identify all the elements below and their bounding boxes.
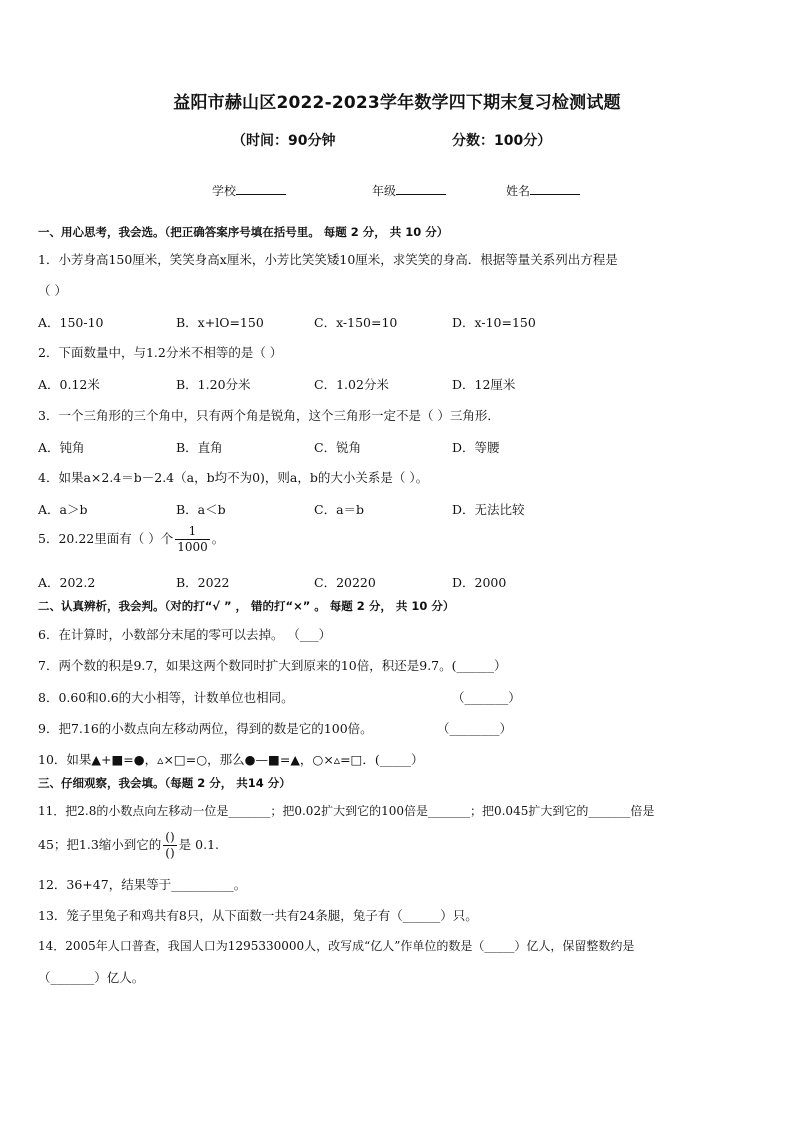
name-label: 姓名 bbox=[506, 184, 531, 198]
q5-text-after: 。 bbox=[211, 531, 225, 546]
q2-option-d: D．12厘米 bbox=[452, 377, 516, 392]
q2-option-b: B．1.20分米 bbox=[176, 377, 251, 392]
q11-fraction bbox=[163, 830, 176, 861]
q9-paren: （________） bbox=[437, 721, 513, 736]
q3-option-d: D．等腰 bbox=[452, 440, 500, 455]
q14-line1: 14．2005年人口普查，我国人口为1295330000人，改写成“亿人”作单位的数是（_____）亿人，保留整数约是 bbox=[38, 939, 635, 953]
time-label: （时间：90分钟 bbox=[232, 133, 336, 149]
school-line bbox=[236, 182, 286, 195]
q1-option-a: A．150-10 bbox=[38, 315, 104, 330]
q3-option-b: B．直角 bbox=[176, 440, 223, 455]
q4-option-a: A．a＞b bbox=[38, 502, 88, 517]
q4-text: 4．如果a×2.4＝b－2.4（a，b均不为0)，则a，b的大小关系是（ ）。 bbox=[38, 470, 429, 485]
q4-option-c: C．a＝b bbox=[314, 502, 365, 517]
q8-paren: （_______） bbox=[452, 690, 521, 705]
q5-frac-num: 1 bbox=[175, 524, 210, 540]
q3-text: 3．一个三角形的三个角中，只有两个角是锐角，这个三角形一定不是（ ）三角形． bbox=[38, 408, 500, 423]
section3-title: 三、仔细观察，我会填。（每题 2 分， 共14 分） bbox=[38, 776, 291, 790]
q3-option-c: C．锐角 bbox=[314, 440, 362, 455]
name-field[interactable] bbox=[506, 182, 580, 199]
q11-line2-before: 45；把1.3缩小到它的 bbox=[38, 837, 162, 852]
q9-text: 9．把7.16的小数点向左移动两位，得到的数是它的100倍。 bbox=[38, 721, 373, 736]
q10-text: 10．如果▲+■=●，▵×□=○，那么●—■=▲，○×▵=□．(_____） bbox=[38, 752, 424, 767]
q1-option-d: D．x-10=150 bbox=[452, 315, 536, 330]
grade-field[interactable] bbox=[372, 182, 446, 199]
q1-paren: （ ） bbox=[38, 283, 67, 298]
q12-text: 12．36+47，结果等于__________。 bbox=[38, 877, 247, 892]
q1-option-b: B．x+lO=150 bbox=[176, 315, 264, 330]
q11-line1: 11．把2.8的小数点向左移动一位是_______；把0.02扩大到它的100倍是_______；把0.045扩大到它的_______倍是 bbox=[38, 804, 655, 818]
school-label: 学校 bbox=[212, 184, 237, 198]
q7-text: 7．两个数的积是9.7，如果这两个数同时扩大到原来的10倍，积还是9.7。(______） bbox=[38, 658, 507, 673]
q8-text: 8．0.60和0.6的大小相等，计数单位也相同。 bbox=[38, 690, 294, 705]
score-label: 分数：100分） bbox=[452, 133, 552, 149]
q11-frac-num: () bbox=[165, 830, 175, 844]
q5-text bbox=[38, 524, 224, 555]
q5-fraction bbox=[175, 524, 210, 555]
q2-text: 2．下面数量中，与1.2分米不相等的是（ ） bbox=[38, 345, 283, 360]
q11-line2-after: 是 0.1. bbox=[178, 837, 219, 852]
q2-option-c: C．1.02分米 bbox=[314, 377, 389, 392]
q4-option-d: D．无法比较 bbox=[452, 502, 525, 517]
q2-option-a: A．0.12米 bbox=[38, 377, 100, 392]
name-line bbox=[530, 182, 580, 195]
section2-title: 二、认真辨析，我会判。（对的打“√ ” ， 错的打“×” 。 每题 2 分， 共 10 分） bbox=[38, 599, 455, 613]
q11-frac-den: () bbox=[165, 846, 175, 860]
q14-line2: （_______）亿人。 bbox=[38, 970, 145, 985]
q4-option-b: B．a＜b bbox=[176, 502, 226, 517]
school-field[interactable] bbox=[212, 182, 286, 199]
q1-option-c: C．x-150=10 bbox=[314, 315, 398, 330]
q6-text: 6．在计算时，小数部分末尾的零可以去掉。 （___） bbox=[38, 627, 332, 642]
page-title: 益阳市赫山区2022-2023学年数学四下期末复习检测试题 bbox=[173, 93, 621, 113]
q5-option-d: D．2000 bbox=[452, 575, 507, 590]
q5-option-c: C．20220 bbox=[314, 575, 376, 590]
q1-text: 1．小芳身高150厘米，笑笑身高x厘米，小芳比笑笑矮10厘米，求笑笑的身高．根据等量关系列出方程是 bbox=[38, 252, 618, 267]
q11-line2 bbox=[38, 830, 219, 861]
grade-label: 年级 bbox=[372, 184, 397, 198]
q13-text: 13．笼子里兔子和鸡共有8只，从下面数一共有24条腿，兔子有（______）只。 bbox=[38, 908, 478, 923]
grade-line bbox=[396, 182, 446, 195]
q5-option-a: A．202.2 bbox=[38, 575, 96, 590]
q5-frac-den: 1000 bbox=[177, 540, 208, 554]
q3-option-a: A．钝角 bbox=[38, 440, 85, 455]
q5-option-b: B．2022 bbox=[176, 575, 230, 590]
q5-text-before: 5．20.22里面有（ ）个 bbox=[38, 531, 174, 546]
section1-title: 一、用心思考，我会选。（把正确答案序号填在括号里。 每题 2 分， 共 10 分） bbox=[38, 225, 449, 239]
